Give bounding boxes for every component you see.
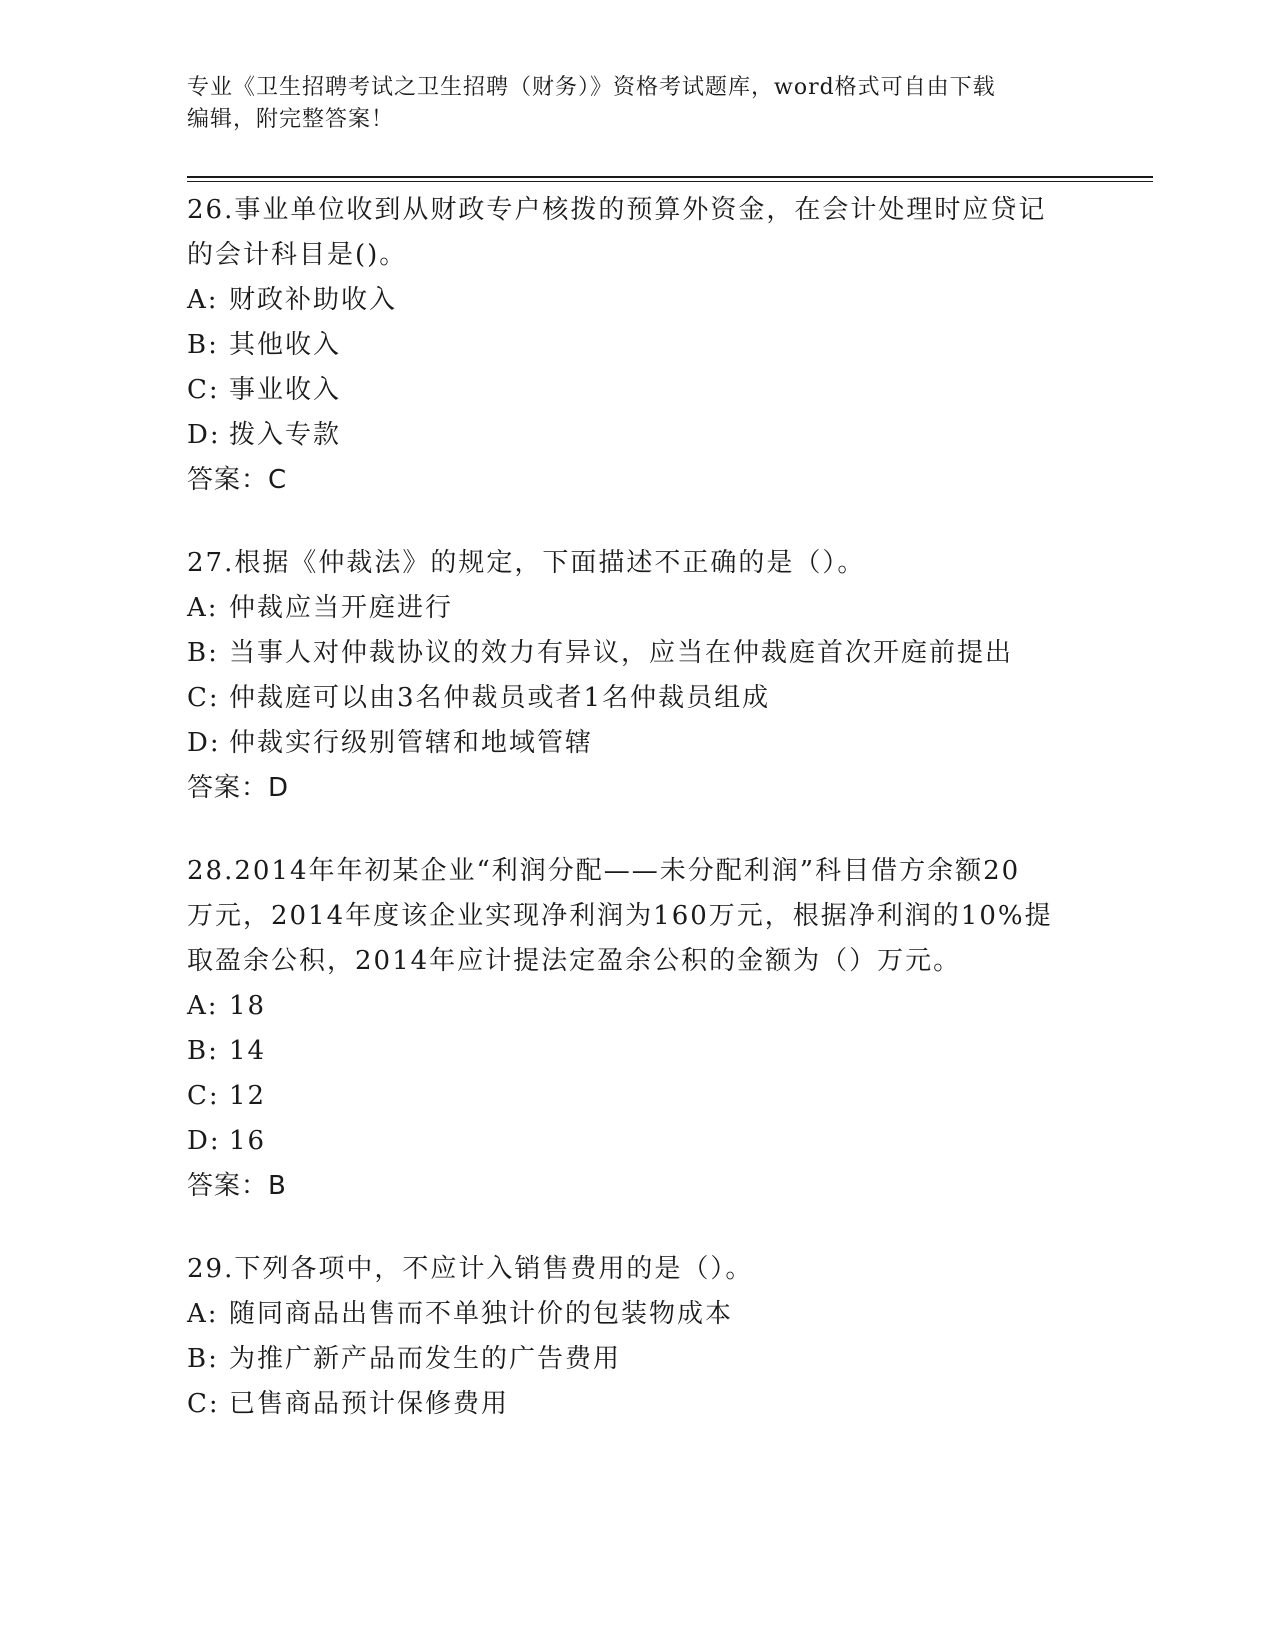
- answer-line: 答案：D: [187, 773, 290, 803]
- option-letter: B:: [187, 330, 219, 360]
- option-text: 当事人对仲裁协议的效力有异议，应当在仲裁庭首次开庭前提出: [229, 638, 1014, 668]
- option-letter: B:: [187, 1036, 219, 1066]
- question-stem: 28.2014年年初某企业“利润分配——未分配利润”科目借方余额20: [187, 856, 1021, 886]
- option-text: 12: [229, 1081, 267, 1111]
- option-a: [187, 278, 1087, 323]
- option-letter: A:: [187, 1299, 219, 1329]
- question-stem: 取盈余公积，2014年应计提法定盈余公积的金额为（）万元。: [187, 946, 962, 976]
- option-d: [187, 721, 1087, 766]
- question-stem: 26.事业单位收到从财政专户核拨的预算外资金，在会计处理时应贷记: [187, 195, 1047, 225]
- question-27: [187, 541, 1087, 811]
- header-line-1: 专业《卫生招聘考试之卫生招聘（财务）》资格考试题库，word格式可自由下载: [187, 75, 996, 100]
- answer-line: 答案：C: [187, 465, 288, 495]
- answer-line: 答案：B: [187, 1171, 287, 1201]
- question-29: [187, 1247, 1087, 1427]
- option-letter: B:: [187, 1344, 219, 1374]
- header-divider: [187, 176, 1153, 182]
- option-letter: A:: [187, 285, 219, 315]
- option-letter: C:: [187, 683, 220, 713]
- option-text: 事业收入: [229, 375, 342, 405]
- option-c: [187, 1382, 1087, 1427]
- option-b: [187, 1337, 1087, 1382]
- question-stem: 29.下列各项中，不应计入销售费用的是（）。: [187, 1254, 754, 1284]
- option-text: 其他收入: [229, 330, 342, 360]
- option-b: [187, 631, 1087, 676]
- question-stem: 的会计科目是()。: [187, 240, 408, 270]
- question-26: [187, 188, 1087, 503]
- option-text: 随同商品出售而不单独计价的包装物成本: [229, 1299, 734, 1329]
- option-b: [187, 1029, 1087, 1074]
- option-letter: A:: [187, 991, 219, 1021]
- option-d: [187, 413, 1087, 458]
- option-text: 已售商品预计保修费用: [229, 1389, 510, 1419]
- option-text: 为推广新产品而发生的广告费用: [229, 1344, 622, 1374]
- option-text: 仲裁应当开庭进行: [229, 593, 454, 623]
- option-letter: B:: [187, 638, 219, 668]
- option-d: [187, 1119, 1087, 1164]
- question-28: [187, 849, 1087, 1209]
- option-text: 拨入专款: [229, 420, 342, 450]
- option-text: 14: [229, 1036, 267, 1066]
- question-stem: 万元，2014年度该企业实现净利润为160万元，根据净利润的10%提: [187, 901, 1053, 931]
- option-text: 仲裁庭可以由3名仲裁员或者1名仲裁员组成: [229, 683, 771, 713]
- option-c: [187, 676, 1087, 721]
- option-letter: A:: [187, 593, 219, 623]
- option-c: [187, 1074, 1087, 1119]
- option-a: [187, 984, 1087, 1029]
- option-letter: D:: [187, 1126, 221, 1156]
- option-text: 16: [229, 1126, 267, 1156]
- page-header: [187, 72, 1087, 136]
- option-b: [187, 323, 1087, 368]
- option-letter: D:: [187, 420, 221, 450]
- header-line-2: 编辑，附完整答案！: [187, 107, 395, 132]
- option-letter: C:: [187, 375, 220, 405]
- option-letter: C:: [187, 1389, 220, 1419]
- option-c: [187, 368, 1087, 413]
- option-a: [187, 1292, 1087, 1337]
- question-stem: 27.根据《仲裁法》的规定，下面描述不正确的是（）。: [187, 548, 866, 578]
- option-text: 18: [229, 991, 267, 1021]
- option-letter: C:: [187, 1081, 220, 1111]
- option-text: 仲裁实行级别管辖和地域管辖: [229, 728, 594, 758]
- question-list: [187, 188, 1087, 1465]
- option-a: [187, 586, 1087, 631]
- option-text: 财政补助收入: [229, 285, 398, 315]
- option-letter: D:: [187, 728, 221, 758]
